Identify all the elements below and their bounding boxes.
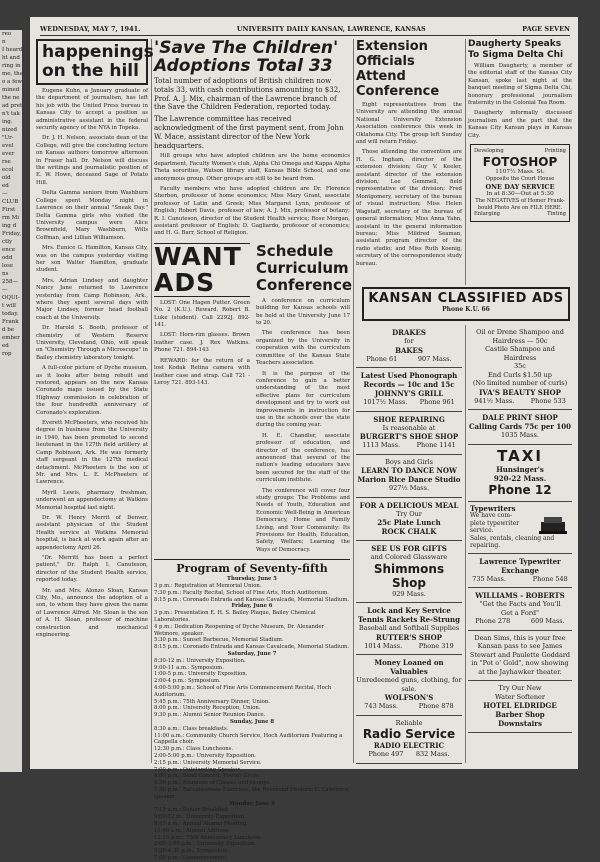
program-event: 12:30 p.m.: Class Luncheons. [154, 746, 234, 753]
happenings-item: Dr. W. Henry Merrit of Denver, assistant physician of the Student Health service at Watkins Memorial hospital, is back at work again after an appendectomy April 26. [36, 514, 148, 551]
prev-page-fragment: ember [2, 335, 20, 341]
happenings-item: Myrll Lewis, pharmacy freshman, underwent an appendectomy at Watkins Memorial hospital last night. [36, 489, 148, 511]
classified-ad [468, 554, 572, 589]
ad-line: Barber Shop [495, 710, 545, 719]
program-event: 7:00 p.m.: Commencement. [154, 854, 229, 861]
ad-line: 929 Mass. [392, 589, 426, 598]
program-day-heading: Saturday, June 7 [227, 651, 277, 658]
happenings-items [36, 88, 148, 639]
ad-line: Money Loaned on Valuables [374, 658, 447, 676]
prev-page-fragment: n't tak [2, 111, 20, 117]
header-date: WEDNESDAY, MAY 7, 1941. [40, 25, 141, 33]
save-children-paragraph: Faculty members who have adopted children are Dr. Florence Sherbon, professor of home economics; Miss Mary Grant, associate professor of Latin and Greek; Miss Margaret Lynn, professor of English; Robert Davis, professor of law; A. J. Mix, professor of botany; R. I. Canuteson, director of the Student Health service; Rose Morgan, assistant professor of English; D. Gagliardo, professor of economics; and H. G. Barr, School of Religion. [154, 186, 350, 237]
want-ad-item: LOST: Horn-rim glasses. Brown leather case. J. Rex Watkins. Phone 721. 894-143 [154, 332, 250, 354]
ad-line: Radio Service [362, 727, 456, 741]
prev-page-fragment: — [2, 287, 8, 293]
daugherty-paragraph: William Daugherty, a member of the editorial staff of the Kansas City Kansan, spoke last night at the banquet meeting of Sigma Delta Chi, honorary professional journalism fraternity in the Colonial Tea Room. [468, 63, 572, 107]
daugherty-story [468, 63, 572, 140]
want-ads-section [154, 241, 250, 557]
prev-page-fragment: reo [2, 31, 12, 37]
ad-line: Get a Ford" [501, 608, 539, 617]
schedule-paragraph: The conference has been organized by the University in cooperation with the curriculum committee of the Kansas State Teachers association. [256, 330, 350, 367]
prev-page-fragment: "Ur- [2, 135, 14, 141]
newspaper-page [30, 17, 578, 861]
daugherty-column [468, 39, 572, 279]
save-children-lead: Total number of adoptions of British children now totals 33, with cash contributions amounting to $32, Prof. A. J. Mix, chairman of the Lawrence branch of the Save the Children Federation, reported today. [154, 77, 341, 112]
prev-page-fragment: rse [2, 159, 11, 165]
prev-page-fragment: o a few [2, 79, 23, 85]
ad-line: 35c [514, 362, 526, 370]
prev-page-fragment: ctly [2, 239, 13, 245]
happenings-item: A full-color picture of Dyche museum, as it looks after being rebuilt and restored, appears on the new Kansas Coronado maps issued by the State Highway commission in celebration of the four hundredth anniversary of Coronado's exploration. [36, 365, 148, 416]
prev-page-fragment: OQUI- [2, 295, 20, 301]
happenings-item: Mrs. Adrian Lindsey and daughter Nancy Jane returned to Lawrence yesterday from Camp Robinson, Ark., where they spent several days with Major Lindsey, former head football coach at the University. [36, 277, 148, 321]
fotoshop-ad [470, 144, 570, 222]
typewriter-title: Typewriters [470, 503, 516, 513]
program-day-heading: Monday, June 9 [229, 800, 275, 807]
prev-page-fragment: mined [2, 87, 20, 93]
happenings-item: Eugene Kuhn, a January graduate of the department of journalism, has left his job with the United Press bureau in Kansas City to accept a position as administrative assistant in the federal security agency of the NYA in Topeka. [36, 88, 148, 132]
ad-line: Castile Shampoo and Hairdress [485, 345, 557, 362]
ad-line: End Curls $1.50 up [488, 370, 552, 379]
ad-line: 1035 Mass. [501, 431, 539, 439]
ad-line: DRAKES [392, 328, 426, 337]
prev-page-fragment: rm Mi [2, 215, 19, 221]
ad-line: Try Our [396, 509, 422, 518]
happenings-banner [36, 39, 154, 85]
classified-ad [468, 681, 572, 733]
prev-page-fragment: old [2, 175, 11, 181]
fotoshop-developing: Developing [474, 148, 504, 155]
classified-ad [356, 412, 462, 455]
ad-line: Is reasonable at [382, 423, 436, 432]
program-event: 8:30 a.m.: Class breakfasts. [154, 725, 229, 732]
ad-line: Phone 61 907 Mass. [366, 354, 452, 363]
prev-page-fragment: Frank [2, 319, 19, 325]
schedule-story [256, 298, 350, 554]
program-event: 4:30 p.m.: Reunions of Classes and Groups. [154, 780, 271, 787]
column-rule [465, 39, 466, 285]
prev-page-fragment: odd [2, 255, 13, 261]
prev-page-fragment: ad pret [2, 103, 23, 109]
fotoshop-negatives: The NEGATIVES of Homer Frank-bould Photo Are on FILE HERE. [475, 198, 565, 211]
ad-line: 1113 Mass. Phone 1141 [362, 441, 456, 449]
daugherty-paragraph: Daugherty informally discussed journalism and the part that the Kansas City Kansan plays in Kansas City. [468, 110, 572, 139]
ad-line: Reliable [395, 718, 423, 727]
schedule-headline: Schedule Curriculum Conference [256, 241, 353, 294]
prev-page-fragment: — [2, 191, 8, 197]
ad-line: Try Our New [498, 684, 542, 692]
save-children-story [154, 77, 350, 238]
ad-line: WOLFSON'S [384, 693, 434, 702]
happenings-column [36, 39, 154, 763]
prev-page-fragment: ht and [2, 55, 20, 61]
prev-page-fragment: ever [2, 151, 15, 157]
happenings-title-line1: happenings [42, 42, 154, 62]
ad-line: Tennis Rackets Re-Strung [358, 615, 460, 624]
prev-page-fragment: the ne [2, 95, 20, 101]
ad-line: BURGERT'S SHOE SHOP [359, 432, 459, 441]
program-event: 3 p.m.: Registration at Memorial Union. [154, 583, 262, 590]
header-page-number: PAGE SEVEN [522, 25, 570, 33]
ad-line: and Colored Glassware [370, 553, 448, 561]
ad-line: Hunsinger's [496, 464, 544, 474]
column-rule [151, 39, 152, 763]
ad-line: 1017½ Mass. Phone 961 [363, 398, 455, 406]
fotoshop-hours: In at 8:30—Out at 5:30 [486, 190, 554, 197]
daugherty-headline: Daugherty Speaks To Sigma Delta Chi [468, 39, 564, 60]
ad-line: 743 Mass. Phone 878 [364, 702, 454, 710]
schedule-paragraph: It is the purpose of the conference to gain a better understanding of the most effective plans for curriculum development and try to work out improvements in instruction for use in the schools over the state during the coming year. [256, 370, 350, 429]
program-event: 8:30-12 m.: University Exposition. [154, 657, 246, 664]
ad-line: DALE PRINT SHOP [482, 413, 558, 422]
prev-page-fragment: ing. [2, 119, 13, 125]
want-ad-item: LOST: One Hagen Putter. Green No. 2 (K.U.). Reward. Robert B. Luke (student). Call 2292J. 892-141. [154, 299, 250, 329]
ad-line: Boys and Girls [385, 457, 433, 466]
ad-line: for [404, 337, 414, 345]
program-event: 12:15 p.m.: 75th Anniversary Luncheon. [154, 834, 263, 841]
prev-page-fragment: me, the [2, 71, 23, 77]
extension-headline: Extension Officials Attend Conference [356, 39, 440, 99]
program-event: 1:00-5 p.m.: University Exposition. [154, 671, 248, 678]
ad-line: Phone 497 832 Mass. [368, 750, 450, 758]
fotoshop-printing: Printing [544, 148, 566, 155]
classified-ads-right [468, 325, 572, 763]
typewriter-line: Sales, rentals, cleaning and [470, 534, 555, 542]
program-event: 3:30-4:30 p.m.: Symposium. [154, 848, 230, 855]
classified-ad [468, 631, 572, 682]
ad-line: Phone 278 609 Mass. [475, 617, 565, 625]
ad-line: 927½ Mass. [388, 484, 430, 492]
fotoshop-address: 1107½ Mass. St. [495, 168, 545, 175]
prev-page-fragment: today. [2, 311, 19, 317]
ad-line: Baseball and Softball Supplies [358, 624, 460, 632]
happenings-item: Everett McPheeters, who received his degree in business from the University in 1940, has been promoted to second lieutenant in the 127th field artillery at Camp Robinson, Ark. He was formerly staff sergeant in the 127th medical detachment. McPheeters is the son of Mr. and Mrs. L. E. McPheeters of Lawrence. [36, 420, 148, 486]
classified-ad [356, 368, 462, 412]
ad-line: Oil or Drene Shampoo and [476, 328, 564, 336]
classified-phone: Phone K.U. 66 [442, 306, 490, 313]
typewriter-line: plete typewriter [470, 519, 520, 527]
classified-ad [468, 410, 572, 445]
ad-line: HOTEL ELDRIDGE [483, 701, 557, 710]
ad-line: Unredeemed guns, clothing, for sale. [356, 676, 464, 693]
classified-ad [356, 655, 462, 716]
prev-page-fragment: n [2, 39, 6, 45]
program-event: 4:00-5:00 p.m.: School of Fine Arts Commencement Recital, Hoch Auditorium. [154, 685, 332, 698]
prev-page-fragment: ed [2, 183, 9, 189]
program-event: 2:00-5:00 p.m.: University Exposition. [154, 752, 256, 759]
program-event: 7:30 p.m.: Faculty Recital, School of Fine Arts, Hoch Auditorium. [154, 589, 329, 596]
prev-page-fragment: ring in [2, 63, 21, 69]
program-schedule [154, 576, 350, 861]
column-rule [465, 325, 466, 763]
header-paper-title: UNIVERSITY DAILY KANSAN, LAWRENCE, KANSAS [236, 25, 426, 33]
classified-ad [468, 325, 572, 410]
happenings-item: Delta Gamma seniors from Washburn College spent Monday night in Lawrence on their annual "Sneak Day." Delta Gamma girls who visited the University campus were Alice Brownfield, Mary Washburn, Wills Coffman, and Lillian Williamson. [36, 190, 148, 241]
center-column [154, 38, 353, 861]
program-event: 9:30 p.m.: Alumni Senior Reunion Dance. [154, 712, 266, 719]
prev-page-fragment: I heard [2, 47, 23, 53]
ad-line: "Get the Facts and You'll [479, 600, 561, 608]
ad-line: (No limited number of curls) [472, 379, 568, 387]
ad-line: Lock and Key Service [367, 606, 451, 615]
schedule-wantads-row [154, 241, 353, 557]
classified-ad [356, 716, 462, 764]
prev-page-fragment: nized [2, 127, 17, 133]
prev-page-fragment: evel [2, 143, 14, 149]
save-children-headline: 'Save The Children' Adoptions Total 33 [154, 38, 339, 76]
extension-column [356, 39, 462, 279]
program-event: 8:15 p.m.: Coronado Entrada and Kansas Cavalcade, Memorial Stadium. [154, 596, 350, 603]
ad-line: Records — 10c and 15c [363, 380, 455, 389]
program-event: 4:00 p.m.: Band Concert, Fowler Grove. [154, 773, 262, 780]
ad-line: FOR A DELICIOUS MEAL [359, 500, 459, 510]
ad-line: 920-22 Mass. [493, 473, 547, 483]
ad-line: SHOE REPAIRING [373, 414, 445, 424]
prev-page-fragment: ing d [2, 223, 17, 229]
program-event: 8:00 p.m.: University Reception, Union. [154, 705, 261, 712]
want-ad-item: REWARD: for the return of a lost Kodak Retina camera with leather case and strap. Call 721 - Leroy 721. 893-143. [154, 357, 250, 386]
ad-line: JOHNNY'S GRILL [374, 389, 444, 398]
schedule-section [256, 241, 353, 557]
classified-ad [468, 445, 572, 502]
ad-line: Marion Rice Dance Studio [357, 475, 461, 484]
want-ads-title: WANT ADS [154, 243, 250, 297]
ad-line: 1014 Mass. Phone 319 [364, 641, 454, 650]
program-event: 8:15 p.m.: Coronado Entrada and Kansas Cavalcade, Memorial Stadium. [154, 644, 350, 651]
program-event: 7:00 p.m.: Outstanding Speaker. [154, 766, 241, 773]
prev-page-fragment: d be [2, 327, 15, 333]
program-event: 2:00-4 p.m.: Symposium. [154, 678, 221, 685]
ad-line: Calling Cards 75c per 100 [468, 422, 572, 431]
ad-line: Downstairs [498, 719, 542, 728]
program-day-heading: Friday, June 6 [231, 603, 273, 610]
prev-page-fragment: 258— [2, 279, 18, 285]
program-event: 3 p.m.: Presentation E. H. S. Bailey Plaque, Bailey Chemical Laboratories. [154, 610, 316, 624]
prev-page-fragment: rop [2, 351, 12, 357]
extension-paragraph: Eight representatives from the University are attending the annual National University Extension Association conference this week in Oklahoma City. The group left Sunday and will return Friday. [356, 102, 462, 146]
ad-line: 25c Plate Lunch [377, 518, 441, 527]
program-event: 5:30 p.m.: Sunset Barbecue, Memorial Stadium. [154, 637, 284, 644]
schedule-paragraph: The conference will cover four study groups: The Problems and Needs of Youth, Education and Economic Well-Being in American Democracy, Home and Family Living, and Your Community: Its Provisions for Health, Education, Safety, Welfare; Learning the Ways of Democracy. [256, 487, 350, 553]
fotoshop-service: ONE DAY SERVICE [485, 182, 555, 191]
typewriter-ad [468, 502, 572, 554]
ad-line: Water Softener [495, 692, 545, 701]
classified-ad [356, 498, 462, 542]
ad-line: Hairdress — 50c [492, 336, 548, 345]
ad-line: ROCK CHALK [381, 527, 437, 536]
save-children-paragraph: Hill groups who have adopted children are the home economics department, Faculty Women's club, Alpha Chi Omega and Kappa Alpha Theta sororities, Watson library staff, Kansas Bible School, and one anonymous group. Other groups are still to be heard from. [154, 153, 350, 182]
prev-page-fragment: ns [2, 271, 9, 277]
ad-line: TAXI [497, 446, 543, 465]
classified-ad [356, 455, 462, 498]
page-header [40, 23, 570, 36]
prev-page-fragment: t will [2, 303, 16, 309]
classified-ad [356, 603, 462, 655]
column-rule [353, 39, 354, 763]
fotoshop-tinting: Tinting [547, 211, 566, 218]
fotoshop-name: FOTOSHOP [482, 154, 558, 169]
program-event: 7:15 a.m.: Senior Breakfast. [154, 807, 230, 814]
ad-line: RUTTER'S SHOP [376, 632, 442, 642]
prev-page-fragment: lose [2, 263, 14, 269]
typewriter-line: service. [470, 527, 494, 534]
classified-ad [356, 541, 462, 603]
save-children-lead: The Lawrence committee has received acknowledgment of the first payment sent, from John W. Mace, assistant director of the New York headquarters. [154, 115, 344, 150]
prev-page-fragment: Friday, [2, 231, 22, 237]
fotoshop-enlarging: Enlarging [474, 211, 501, 218]
happenings-item: Mr. and Mrs. Alonzo Sloan, Kansas City, Mo., announce the adoption of a son, to whom they have given the name of Lawrence Alfred. Mr. Sloan is the son of A. H. Sloan, professor of machine construction and mechanical engineering. [36, 587, 148, 639]
typewriter-line: repairing. [470, 542, 501, 549]
ad-line: 941½ Mass. Phone 533 [474, 396, 566, 405]
typewriter-icon [538, 514, 568, 536]
classified-ads-left [356, 325, 462, 763]
prev-page-fragment: CLUB [2, 199, 19, 205]
extension-story [356, 102, 462, 268]
program-title: Program of Seventy-fifth [154, 559, 350, 575]
ad-line: Dean Sims, this is your free Kansan pass to see James Stewart and Paulette Goddard in "Pot o' Gold", now showing at the Jayhawker theater. [469, 633, 573, 676]
program-event: 2:00-3:00 p.m.: University Exposition. [154, 841, 256, 848]
program-day-heading: Sunday, June 8 [229, 718, 275, 725]
schedule-paragraph: A conference on curriculum building for Kansas schools will be held at the University June 17 to 20. [256, 297, 350, 327]
classified-ads-banner [362, 287, 570, 321]
ad-line: Shimmons Shop [373, 561, 449, 590]
happenings-item: Dr. Harold S. Booth, professor of chemistry of Western Reserve University, Cleveland, Ohio, will speak on "Chemistry Through a Microscope" in Bailey chemistry laboratory tonight. [36, 325, 148, 361]
program-event: 4 p.m.: Dedication Reopening of Dyche Museum, Dr. Alexander Wetmore, speaker. [154, 623, 325, 637]
ad-line: Lawrence Typewriter Exchange [479, 556, 564, 575]
ad-line: BAKES [395, 345, 423, 355]
classified-ad [356, 325, 462, 368]
fotoshop-address2: Opposite the Court House [485, 176, 555, 183]
happenings-item: Dr. J. H. Nelson, associate dean of the College, will give the concluding lecture on Kansas authors tomorrow afternoon in Fraser hall. Dr. Nelson will discuss the writings and journalistic position of E. W. Howe, deceased Sage of Potato Hill. [36, 135, 148, 186]
prev-page-fragment: First [2, 207, 16, 213]
ad-line: Phone 12 [488, 482, 552, 497]
classified-title: KANSAN CLASSIFIED ADS [368, 291, 564, 306]
ad-line: Latest Used Phonograph [360, 371, 458, 380]
program-event: 9:45 a.m.: Annual Alumni Meeting. [154, 820, 248, 827]
happenings-item: Mrs. Eunice G. Hamilton, Kansas City, was on the campus yesterday visiting her son Walter Hamilton, graduate student. [36, 245, 148, 274]
want-ads-list [154, 300, 250, 387]
program-day-heading: Thursday, June 5 [227, 576, 277, 583]
prev-page-fragment: ence [2, 247, 16, 253]
ad-line: WILLIAMS - ROBERTS [475, 591, 565, 600]
prev-page-fragment: ecol [2, 167, 14, 173]
ad-line: 735 Mass. Phone 548 [472, 574, 568, 583]
happenings-item: "Dr. Merritt has been a perfect patient," Dr. Ralph I. Canuteson, director of the Student Health service, reported today. [36, 554, 148, 584]
classified-ad [468, 588, 572, 631]
extension-paragraph: Those attending the convention are H. G. Ingham, director of the extension division; Guy V. Keeler, assistant director of the extension division; Lee Gemmell, field representative of the division; Fred Montgomery, secretary of the bureau of visual instruction; Miss Helen Wagstaff, secretary of the bureau of general information; Miss Anna Yahn, assistant in the general information bureau; Miss Mildred Seaman, assistant program director of the radio studio; and Miss Ruth Koenig, secretary of the correspondence study bureau. [356, 149, 462, 267]
program-event: 9:00-12 m.: University Exposition. [154, 814, 246, 821]
program-event: 7:30 p.m.: Baccalaureate Exercises, the Reverend Frederic C. Lawrence, speaker. [154, 786, 350, 800]
schedule-paragraph: H. E. Chandler, associate professor of education, and director of the conference, has announced that several of the nation's leading educators have been secured for the staff of the curriculum institute. [256, 432, 350, 484]
happenings-title-line2: on the hill [42, 61, 139, 81]
program-event: 9:00-11 a.m.: Symposium. [154, 664, 224, 671]
prev-page-fragment: ed [2, 343, 9, 349]
program-event: 11:00 a.m.: Community Church Service, Hoch Auditorium Featuring a Cappella choir. [154, 732, 343, 746]
typewriter-line: We have com- [470, 512, 513, 519]
ad-line: IVA'S BEAUTY SHOP [479, 387, 561, 397]
ad-line: LEARN TO DANCE NOW [361, 466, 457, 475]
previous-page-edge [0, 30, 22, 772]
program-event: 5:45 p.m.: 75th Anniversary Dinner, Union. [154, 698, 270, 705]
ad-line: SEE US FOR GIFTS [371, 544, 447, 553]
program-event: 11:00 a.m.: Alumni Address. [154, 827, 231, 834]
program-event: 2:15 p.m.: University Memorial Service. [154, 759, 262, 766]
ad-line: RADIO ELECTRIC [373, 741, 445, 750]
